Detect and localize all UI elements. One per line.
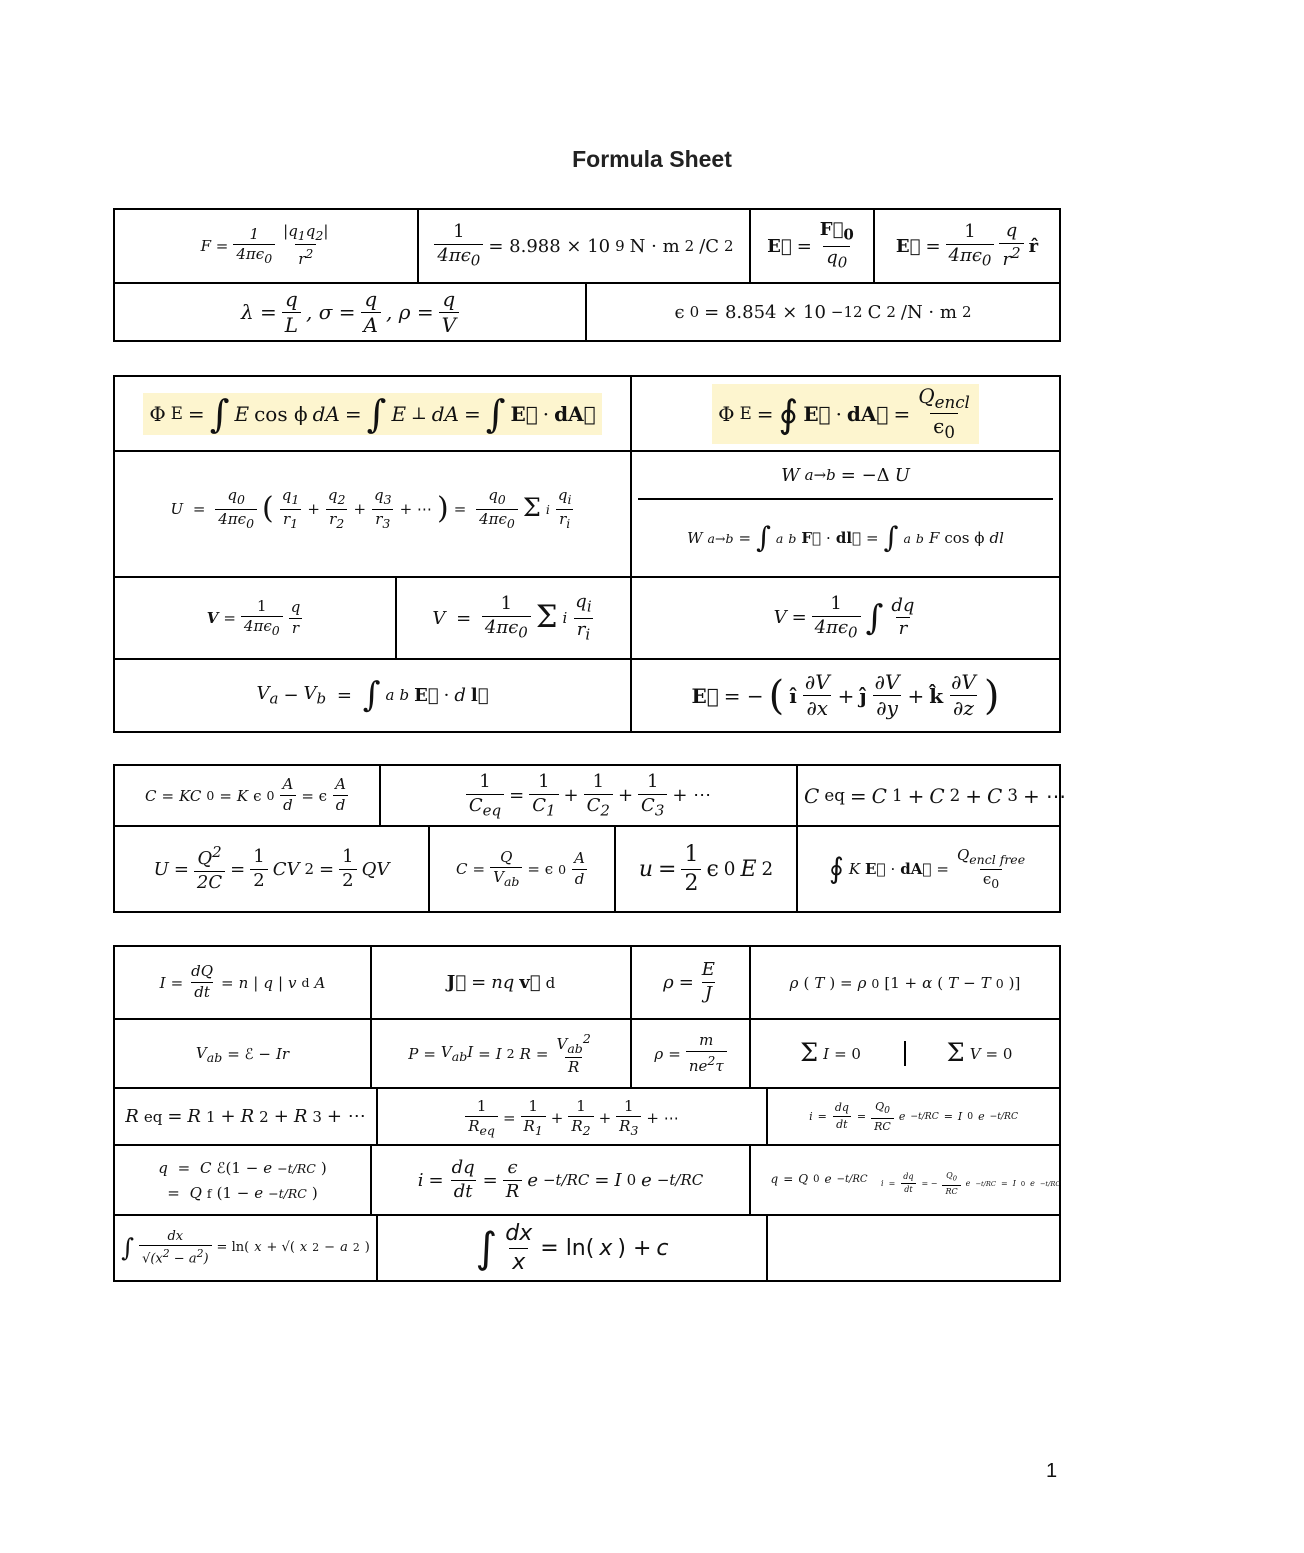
- formula-capacitance-dielectric: C = KC 0 = K ϵ 0 A d = ϵ A d: [114, 765, 380, 826]
- formula-potential-sum: V = 1 $4\pi\epsilon_0$ Σ i $q_i$ $r_i$: [396, 577, 631, 659]
- empty-cell: [767, 1215, 1060, 1281]
- cell-kirchhoff: [750, 1019, 1060, 1088]
- cell-work: [631, 451, 1060, 577]
- formula-energy-density: u = 1 2 ϵ 0 E 2: [615, 826, 797, 912]
- table-flux-potential: [113, 375, 1061, 733]
- formula-resistivity: ρ = E J: [631, 946, 750, 1019]
- formula-current-density: J⃗ = nq v⃗ d: [371, 946, 631, 1019]
- formula-potential-difference: $V_a$ − $V_b$ = ∫ a b E⃗ · d l⃗: [114, 659, 631, 732]
- formula-efield-gradient: E⃗ = − ( î ∂V ∂x + ĵ ∂V ∂y + k̂ ∂V ∂z ): [631, 659, 1060, 732]
- formula-rc-charge-q: q = C ℰ(1 − e −t/RC ) = Q f (1 − e −t/RC ): [114, 1145, 371, 1215]
- formula-work-integral: W a→b = ∫ a b F⃗ · dl⃗ = ∫ a b F cos ϕ dl: [638, 498, 1053, 576]
- formula-charge-densities: λ = q L , σ = q A , ρ = q V: [114, 283, 586, 341]
- formula-potential-energy: U = $q_0$ $4\pi\epsilon_0$ ( $q_1$ $r_1$ + $q_2$ $r_2$ + $q_3$ $r_3$ + ⋯ ) = $q_0$ $4\pi\epsilon_0$ Σ i $q_i$ $r_i$: [114, 451, 631, 577]
- formula-resistivity-temperature: ρ ( T ) = ρ 0 [1 + α ( T − T 0 )]: [750, 946, 1060, 1019]
- formula-resistors-parallel: 1 $R_{eq}$ = 1 $R_1$ + 1 $R_2$ + 1 $R_3$ + ⋯: [377, 1088, 767, 1145]
- formula-capacitors-series: 1 $C_{eq}$ = 1 $C_1$ + 1 $C_2$ + 1 $C_3$ + ⋯: [380, 765, 797, 826]
- formula-potential-integral: V = 1 $4\pi\epsilon_0$ ∫ dq r: [631, 577, 1060, 659]
- formula-current: I = dQ dt = n | q | v d A: [114, 946, 371, 1019]
- formula-coulomb: F = 1 $4\pi\epsilon_0$ $|q_1q_2|$ $r^2$: [114, 209, 418, 283]
- formula-electric-flux: Φ E = ∫ E cos ϕ dA = ∫ E ⊥ dA = ∫ E⃗ · dA⃗: [114, 376, 631, 451]
- formula-integral-log: ∫ dx $√(x^2 - a^2)$ = ln( x + √( x 2 − a 2 ): [114, 1215, 377, 1281]
- table-current-circuits: [113, 945, 1061, 1282]
- formula-rc-discharge-current-2: i = dq dt = − $Q_0$ RC e −t/RC = I 0 e −t/RC: [881, 1171, 1061, 1196]
- formula-coulomb-constant: 1 $4\pi\epsilon_0$ = 8.988 × 10 9 N · m 2 /C 2: [418, 209, 750, 283]
- formula-efield-definition: E⃗ = $F⃗_0$ $q_0$: [750, 209, 874, 283]
- formula-terminal-voltage: $V_{ab}$ = ℰ − Ir: [114, 1019, 371, 1088]
- formula-capacitors-parallel: C eq = C 1 + C 2 + C 3 + ⋯: [797, 765, 1060, 826]
- formula-rc-discharge-q: q = Q 0 e −t/RC: [770, 1172, 868, 1186]
- formula-potential-point: V = 1 $4\pi\epsilon_0$ q r: [114, 577, 396, 659]
- formula-resistivity-micro: ρ = m $ne^2\tau$: [631, 1019, 750, 1088]
- formula-gauss-dielectric: ∮ K E⃗ · dA⃗ = $Q_{encl free}$ $\epsilon_0$: [797, 826, 1060, 912]
- formula-power: P = $V_{ab}I$ = I 2 R = $V_{ab}^2$ R: [371, 1019, 631, 1088]
- cell-rc-discharge: [750, 1145, 1060, 1215]
- formula-capacitor-energy: U = $Q^2$ 2C = 1 2 CV 2 = 1 2 QV: [114, 826, 429, 912]
- formula-rc-charge-current: i = dq dt = ϵ R e −t/RC = I 0 e −t/RC: [371, 1145, 750, 1215]
- page-title: Formula Sheet: [572, 146, 732, 172]
- formula-work-energy: W a→b = −Δ U: [781, 464, 910, 486]
- table-capacitance: [113, 764, 1067, 913]
- formula-resistors-series: R eq = R 1 + R 2 + R 3 + ⋯: [114, 1088, 377, 1145]
- page-number: 1: [1046, 1460, 1058, 1482]
- formula-efield-point: E⃗ = 1 $4\pi\epsilon_0$ q $r^2$ r̂: [874, 209, 1060, 283]
- formula-capacitance-definition: C = Q $V_{ab}$ = ϵ 0 A d: [429, 826, 615, 912]
- table-electrostatics: [113, 208, 1061, 342]
- formula-gauss-law: Φ E = ∮ E⃗ · dA⃗ = $Q_{encl}$ $\epsilon_0$: [631, 376, 1060, 451]
- formula-permittivity: ϵ 0 = 8.854 × 10 −12 C 2 /N · m 2: [586, 283, 1060, 341]
- formula-rc-discharge-current: i = dq dt = $Q_0$ RC e −t/RC = I 0 e −t/RC: [767, 1088, 1060, 1145]
- formula-integral-ln: ∫ dx x = ln( x ) + c: [377, 1215, 767, 1281]
- formula-kirchhoff-voltage: Σ V = 0: [904, 1041, 1053, 1067]
- formula-kirchhoff-current: Σ I = 0: [800, 1037, 861, 1068]
